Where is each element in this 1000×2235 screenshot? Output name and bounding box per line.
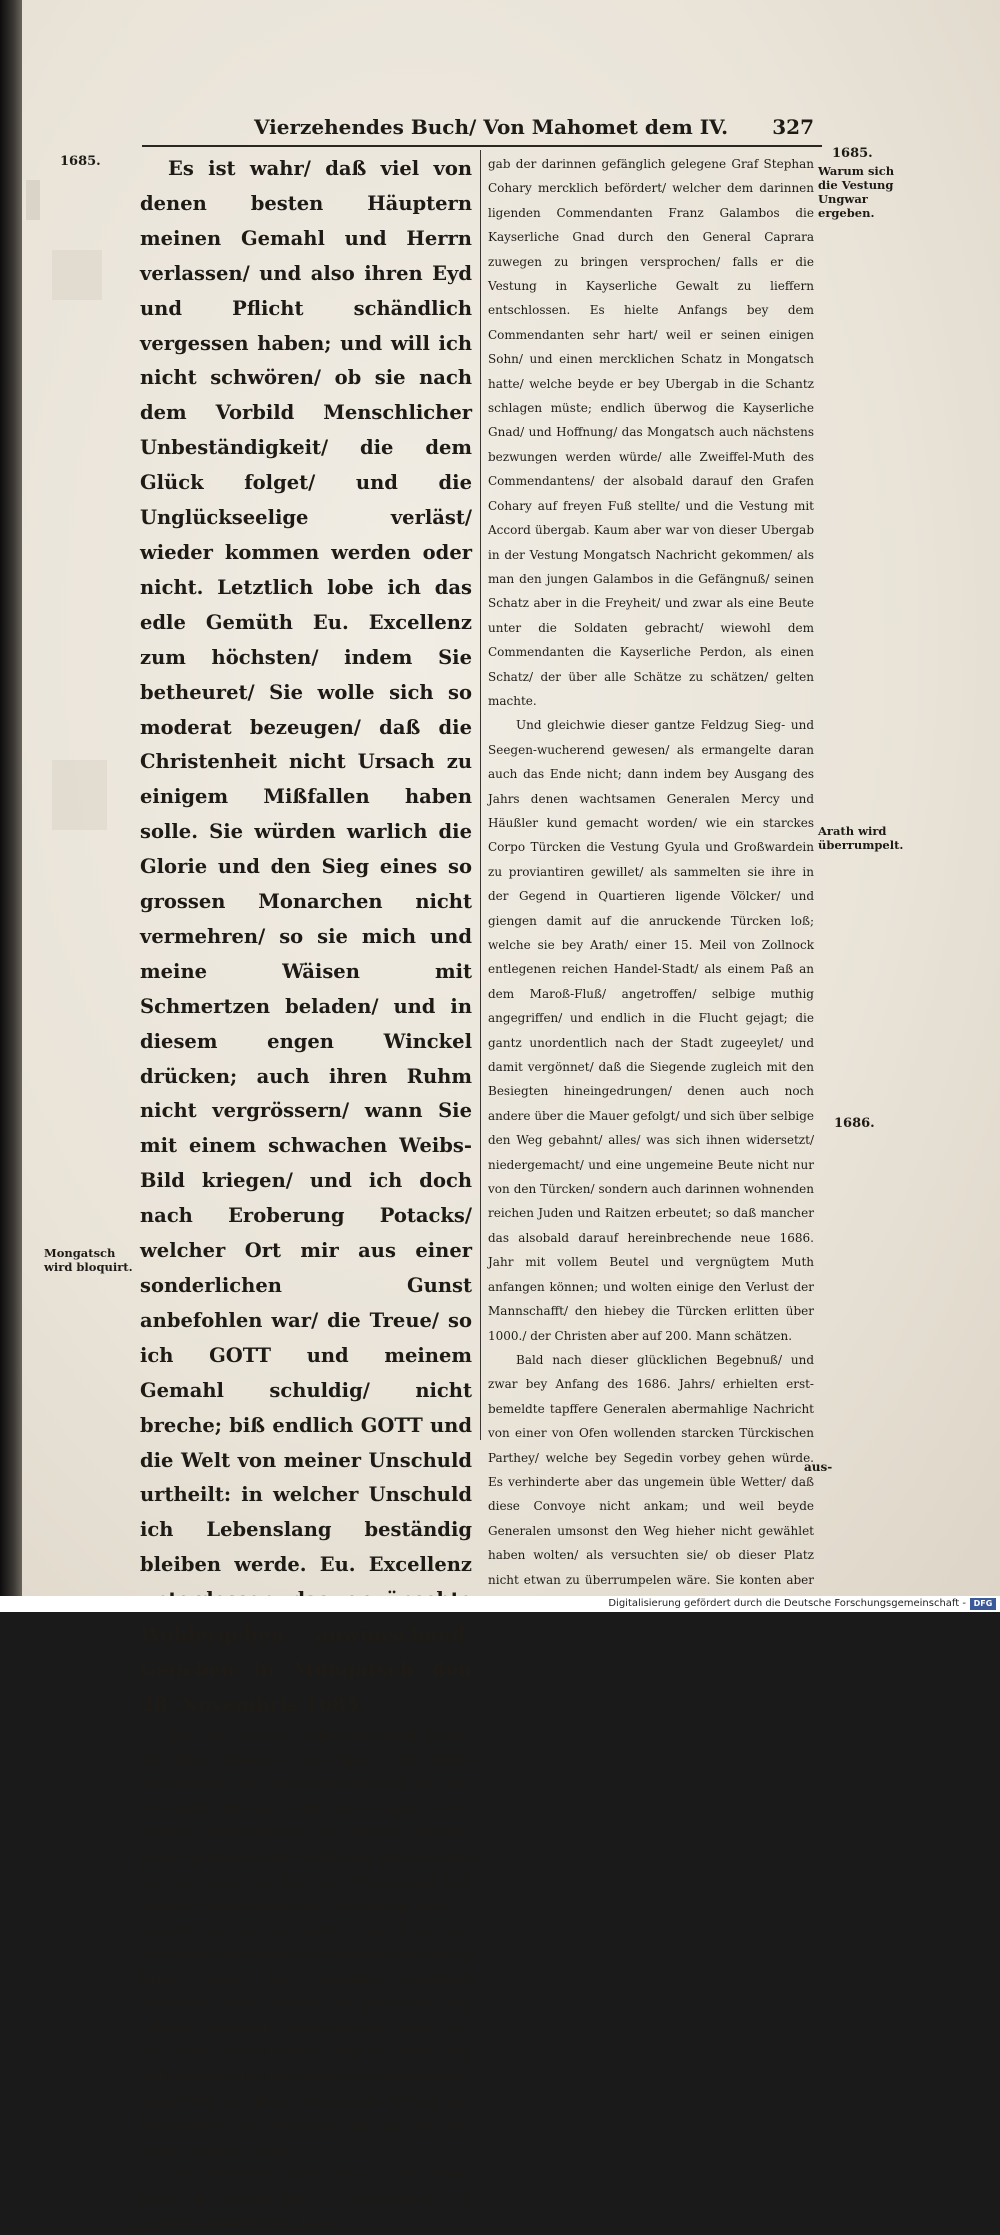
right-paragraph-1: gab der darinnen gefänglich gelegene Graf Stephan Cohary mercklich befördert/ welcher dem darinnen ligenden Commendanten Franz Galambos die Kayserliche Gnad durch den General Caprara zuwegen zu bringen versprochen/ falls er die Vestung in Kayserliche Gewalt zu lieffern entschlossen. Es hielte Anfangs bey dem Commendanten sehr hart/ weil er seinen einigen Sohn/ und einen mercklichen Schatz in Mongatsch hatte/ welche beyde er bey Ubergab in die Schantz schlagen müste; endlich überwog die Kayserliche Gnad/ und Hoffnung/ das Mongatsch auch nächstens bezwungen werden würde/ alle Zweiffel-Muth des Commendantens/ der alsobald darauf den Grafen Cohary auf freyen Fuß stellte/ und die Vestung mit Accord übergab. Kaum aber war von dieser Ubergab in der Vestung Mongatsch Nachricht gekommen/ als man den jungen Galambos in die Gefängnuß/ seinen Schatz aber in die Freyheit/ und zwar als eine Beute unter die Soldaten gebracht/ wiewohl dem Commendanten die Kayserliche Perdon, als einen Schatz/ der über alle Schätze zu schätzen/ gelten machte. [488,157,814,708]
footer-bar [0,1596,1000,1612]
bleed-through-text [26,180,40,220]
running-header [254,112,814,142]
margin-note-arath: Arath wird überrumpelt. [818,824,904,852]
column-divider [480,150,481,1440]
margin-note-mongatsch: Mongatsch wird bloquirt. [44,1246,133,1274]
letter-text: Es ist wahr/ daß viel von denen besten Häuptern meinen Gemahl und Herrn verlassen/ und also ihren Eyd und Pflicht schändlich vergessen haben; und will ich nicht schwören/ ob sie nach dem Vorbild Menschlicher Unbeständigkeit/ die dem Glück folget/ und die Unglückseelige verläst/ wieder kommen werden oder nicht. Letztlich lobe ich das edle Gemüth Eu. Excellenz zum höchsten/ indem Sie betheuret/ Sie wolle sich so moderat bezeugen/ daß die Christenheit nicht Ursach zu einigem Mißfallen haben solle. Sie würden warlich die Glorie und den Sieg eines so grossen Monarchen nicht vermehren/ so sie mich und meine Wäisen mit Schmertzen beladen/ und in diesem engen Winckel drücken; auch ihren Ruhm nicht vergrössern/ wann Sie mit einem schwachen Weibs-Bild kriegen/ und ich doch nach Eroberung Potacks/ welcher Ort mir aus einer sonderlichen Gunst anbefohlen war/ die Treue/ so ich GOTT und meinem Gemahl schuldig/ nicht breche; biß endlich GOTT und die Welt von meiner Unschuld urtheilt: in welcher Unschuld ich Lebenslang beständig bleiben werde. Eu. Excellenz Wohlergehen anwünschend. Gegeben in Mongatsch den 28. Novembris 1685. [140,157,472,1716]
catchword: aus- [804,1460,833,1474]
margin-year-left: 1685. [60,154,101,169]
footer-text: Digitalisierung gefördert durch die Deutsche Forschungsgemeinschaft - [608,1598,966,1609]
bleed-through-text [52,760,107,830]
left-column [140,152,472,2235]
right-column [488,152,814,1616]
margin-note-ungwar: Warum sich die Vestung Ungwar ergeben. [818,164,895,220]
scan-book-edge [0,0,22,1596]
header-rule [142,145,822,147]
bleed-through-text [52,250,102,300]
margin-year-right: 1685. [832,146,873,161]
running-title: Vierzehendes Buch/ Von Mahomet dem IV. [254,115,729,139]
margin-year-1686: 1686. [834,1116,875,1131]
right-paragraph-3: Bald nach dieser glücklichen Begebnuß/ und zwar bey Anfang des 1686. Jahrs/ erhielten erst-bemeldte tapffere Generalen abermahlige Nachricht von einer von Ofen wollenden starcken Türckischen Parthey/ welche bey Segedin vorbey gehen würde. Es verhinderte aber das ungemein üble Wetter/ daß diese Convoye nicht ankam; und weil beyde Generalen umsonst den Weg hieher nicht gewählet haben wolten/ als versuchten sie/ ob dieser Platz nicht etwan zu überrumpelen wäre. Sie konten aber [488,1352,814,1587]
page-number: 327 [772,115,814,139]
dfg-logo: DFG [970,1598,996,1610]
right-paragraph-2: Und gleichwie dieser gantze Feldzug Sieg- und Seegen-wucherend gewesen/ als ermangelte daran auch das Ende nicht; dann indem bey Ausgang des Jahrs denen wachtsamen Generalen Mercy und Häußler kund gemacht worden/ wie ein starckes Corpo Türcken die Vestung Gyula und Großwardein zu proviantiren gewillet/ als sammelten sie ihre in der Gegend in Quartieren ligende Völcker/ und giengen damit auf die anruckende Türcken loß; welche sie bey Arath/ einer 15. Meil von Zollnock entlegenen reichen Handel-Stadt/ als einem Paß an dem Maroß-Fluß/ angetroffen/ selbige muthig angegriffen/ und endlich in die Flucht gejagt; die gantz unordentlich nach der Stadt zugeeylet/ und damit vergönnet/ daß die Siegende zugleich mit den Besiegten hineingedrungen/ denen auch noch andere über die Mauer gefolgt/ und sich über selbige den Weg gebahnt/ alles/ was sich ihnen widersetzt/ niedergemacht/ und eine ungemeine Beute nicht nur von den Türcken/ sondern auch darinnen wohnenden reichen Juden und Raitzen erbeutet; so daß mancher das alsobald darauf hereinbrechende neue 1686. Jahr mit vollem Beutel und vergnügtem Muth anfangen können; und wolten einige den Verlust der Mannschafft/ den hiebey die Türcken erlitten über 1000./ der Christen aber auf 200. Mann schätzen. [488,718,814,1343]
left-paragraph-2: Viel geschwinder gieng es mit der Vestung Ungwar her/ welche lang die Halßstarrigkeit nicht gezeiget/ und hatte deren Uber- [140,2167,472,2230]
left-paragraph-1: Weil aber aus diesem Schreiben klärlich erhellte/ daß diese Amazonin noch nicht recht wegen Gerechtigkeit ihrer Sache benachrichtigt/ als ward am Kayserl. Hof/ allwohin der General Caprara dieses Schreiben übersendet/ vor nöthig erachtet/ durch das Feuer der Bomben ihr die Untreue ihres Gemahls recht zu beleuchten; und durch Bemeisterung ihres Irrwahns nach Bezwingung der Vestung recht zu belehren/ wie die wahrhaffte Unschuld von der gestellten zu entscheiden; und ob die ehliche Treu die Untreu gegen sein gekröntes Ober-Haupt rechtfertige. Ward demnach von dem General der Entschluß gefaßt/ den Winter hindurch dieses Nest recht fest einzuschliessen/ damit es sodann bey einbrechendem Frühling möchte mit rechtem Gewalt angegriffen/ und diese widerspenstige Vestung und Beherrscherin zum Gehorsam/ den sie Ihro Maj. schuldig/ geleitet werden. [140,1727,472,2157]
